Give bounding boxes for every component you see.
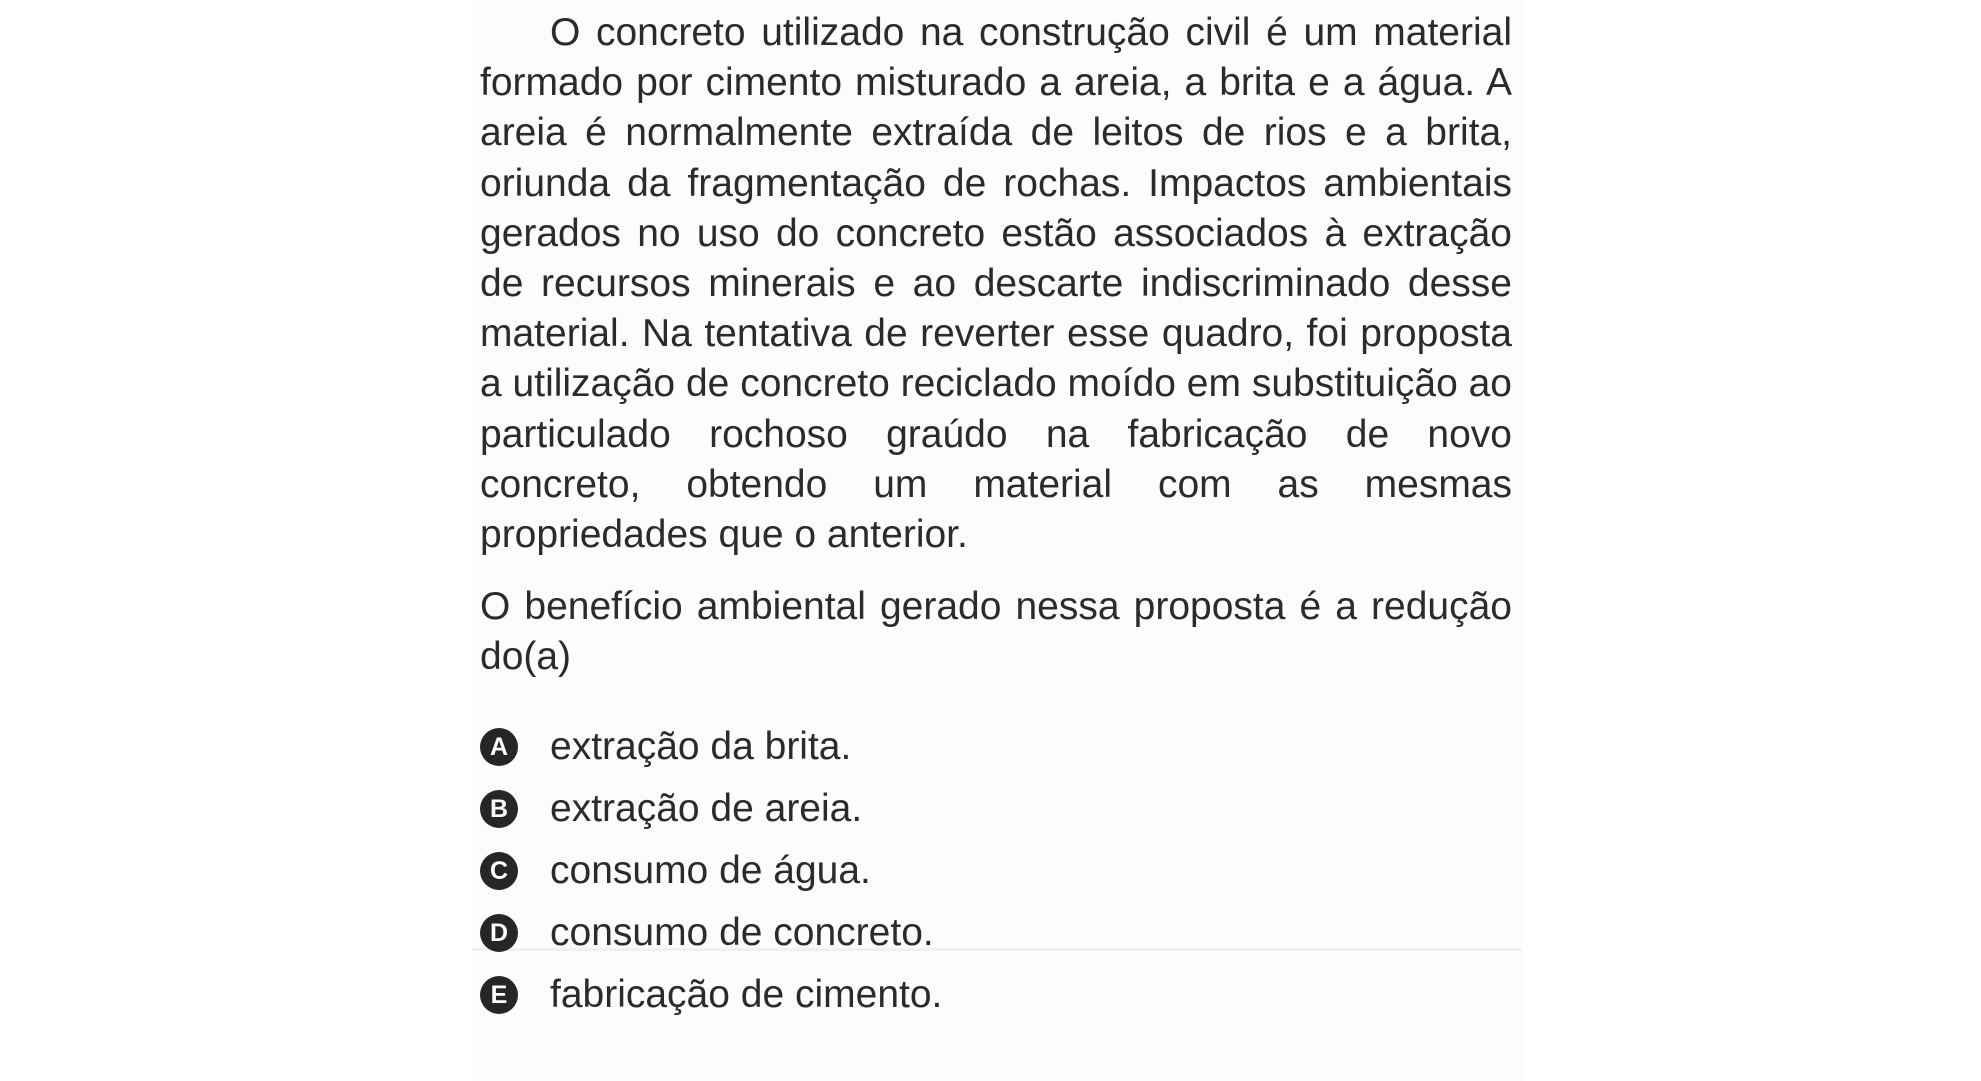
option-b[interactable] (480, 778, 1512, 840)
option-c-text: consumo de água. (550, 849, 871, 893)
passage-text: O concreto utilizado na construção civil é um material formado por cimento misturado a areia, a brita e a água. A areia é normalmente extraída de leitos de rios e a brita, oriunda da fragmentação de rochas. Impactos ambientais gerados no uso do concreto estão associados à extração de recursos minerais e ao descarte indiscriminado desse material. Na tentativa de reverter esse quadro, foi proposta a utilização de concreto reciclado moído em substituição ao particulado rochoso graúdo na fabricação de novo concreto, obtendo um material com as mesmas propriedades que o anterior. (480, 11, 1512, 557)
option-d-letter-icon: D (480, 914, 518, 952)
option-e[interactable] (480, 964, 1512, 1026)
answer-options (480, 716, 1512, 1026)
question-content (480, 8, 1512, 1026)
option-c[interactable] (480, 840, 1512, 902)
option-b-text: extração de areia. (550, 787, 863, 831)
option-a[interactable] (480, 716, 1512, 778)
option-a-text: extração da brita. (550, 725, 852, 769)
option-d[interactable] (480, 902, 1512, 964)
option-b-letter-icon: B (480, 790, 518, 828)
option-a-letter-icon: A (480, 728, 518, 766)
option-c-letter-icon: C (480, 852, 518, 890)
option-e-text: fabricação de cimento. (550, 973, 943, 1017)
question-stem: O benefício ambiental gerado nessa proposta é a redução do(a) (480, 585, 1512, 679)
option-d-text: consumo de concreto. (550, 911, 934, 955)
option-e-letter-icon: E (480, 976, 518, 1014)
